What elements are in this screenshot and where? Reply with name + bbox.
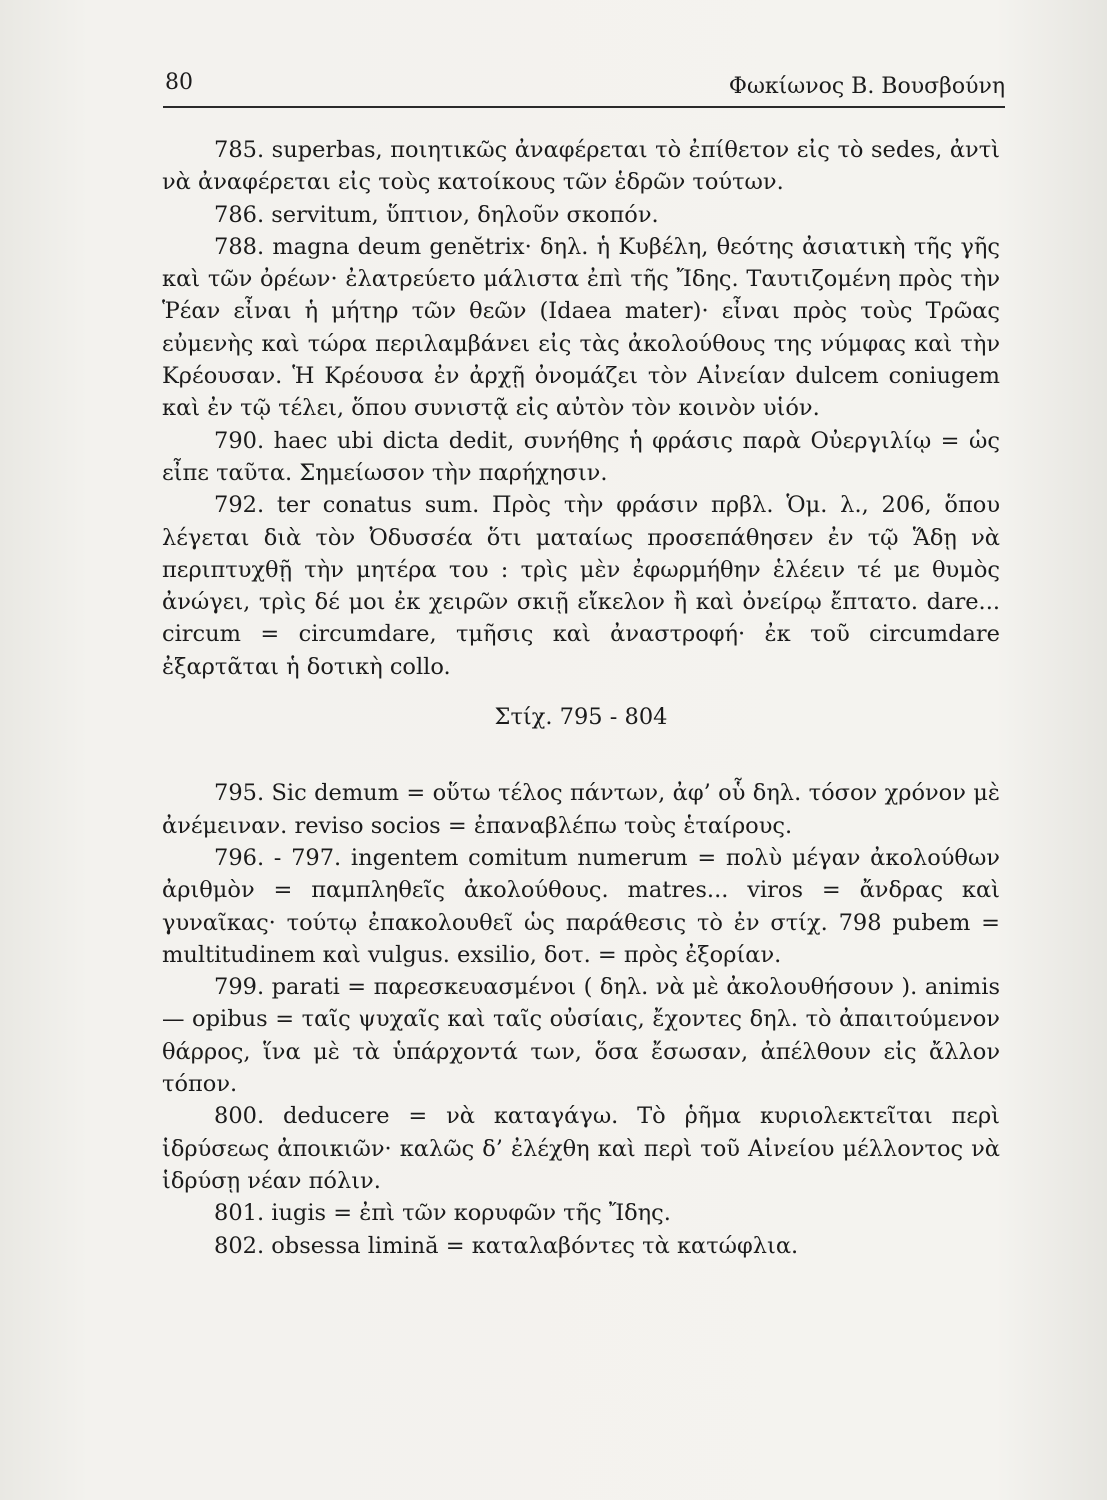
note-790: 790. haec ubi dicta dedit, συνήθης ἡ φράσις παρὰ Οὐεργιλίῳ = ὡς εἶπε ταῦτα. Σημείωσον τὴν παρήχησιν. [162,427,1000,486]
note-792: 792. ter conatus sum. Πρὸς τὴν φράσιν πρβλ. Ὁμ. λ., 206, ὅπου λέγεται διὰ τὸν Ὀδυσσέα ὅτι ματαίως προσεπάθησεν ἐν τῷ Ἅδῃ νὰ περιπτυχθῇ τὴν μητέρα του : τρὶς μὲν ἐφωρμήθην ἑλέειν τέ με θυμὸς ἀνώγει, τρὶς δέ μοι ἐκ χειρῶν σκιῇ εἴκελον ἢ καὶ ὀνείρῳ ἔπτατο. dare... circum = circumdare, τμῆσις καὶ ἀναστροφή· ἐκ τοῦ circumdare ἐξαρτᾶται ἡ δοτικὴ collo. [162,492,1000,680]
page-header [165,70,1005,106]
note-802: 802. obsessa limină = καταλαβόντες τὰ κατώφλια. [214,1232,799,1259]
note-799: 799. parati = παρεσκευασμένοι ( δηλ. νὰ μὲ ἀκολουθήσουν ). animis — opibus = ταῖς ψυχαῖς καὶ ταῖς οὐσίαις, ἔχοντες δηλ. τὸ ἀπαιτούμενον θάρρος, ἵνα μὲ τὰ ὑπάρχοντά των, ὅσα ἔσωσαν, ἀπέλθουν εἰς ἄλλον τόπον. [162,974,1000,1098]
note-795: 795. Sic demum = οὕτω τέλος πάντων, ἀφ’ οὗ δηλ. τόσον χρόνον μὲ ἀνέμειναν. reviso socios = ἐπαναβλέπω τοὺς ἑταίρους. [162,780,1000,839]
note-801: 801. iugis = ἐπὶ τῶν κορυφῶν τῆς Ἴδης. [214,1200,671,1227]
note-796-797: 796. - 797. ingentem comitum numerum = πολὺ μέγαν ἀκολούθων ἀριθμὸν = παμπληθεῖς ἀκολούθους. matres... viros = ἄνδρας καὶ γυναῖκας· τούτῳ ἐπακολουθεῖ ὡς παράθεσις τὸ ἐν στίχ. 798 pubem = multitudinem καὶ vulgus. exsilio, δοτ. = πρὸς ἐξορίαν. [162,844,1000,968]
note-800: 800. deducere = νὰ καταγάγω. Τὸ ῥῆμα κυριολεκτεῖται περὶ ἱδρύσεως ἀποικιῶν· καλῶς δ’ ἐλέχθη καὶ περὶ τοῦ Αἰνείου μέλλοντος νὰ ἱδρύσῃ νέαν πόλιν. [162,1103,1000,1194]
section-heading: Στίχ. 795 - 804 [494,704,668,731]
page-number: 80 [165,70,193,95]
header-rule [163,106,1005,108]
note-788: 788. magna deum genĕtrix· δηλ. ἡ Κυβέλη, θεότης ἀσιατικὴ τῆς γῆς καὶ τῶν ὀρέων· ἐλατρεύετο μάλιστα ἐπὶ τῆς Ἴδης. Ταυτιζομένη πρὸς τὴν Ῥέαν εἶναι ἡ μήτηρ τῶν θεῶν (Idaea mater)· εἶναι πρὸς τοὺς Τρῶας εὐμενὴς καὶ τώρα περιλαμβάνει εἰς τὰς ἀκολούθους της νύμφας καὶ τὴν Κρέουσαν. Ἡ Κρέουσα ἐν ἀρχῇ ὀνομάζει τὸν Αἰνείαν dulcem coniugem καὶ ἐν τῷ τέλει, ὅπου συνιστᾷ εἰς αὐτὸν τὸν κοινὸν υἱόν. [162,233,1000,422]
note-785: 785. superbas, ποιητικῶς ἀναφέρεται τὸ ἐπίθετον εἰς τὸ sedes, ἀντὶ νὰ ἀναφέρεται εἰς τοὺς κατοίκους τῶν ἑδρῶν τούτων. [162,137,1000,196]
running-title: Φωκίωνος Β. Βουσβούνη [728,74,1005,99]
commentary-body [162,134,1000,1262]
note-786: 786. servitum, ὕπτιον, δηλοῦν σκοπόν. [214,201,659,228]
